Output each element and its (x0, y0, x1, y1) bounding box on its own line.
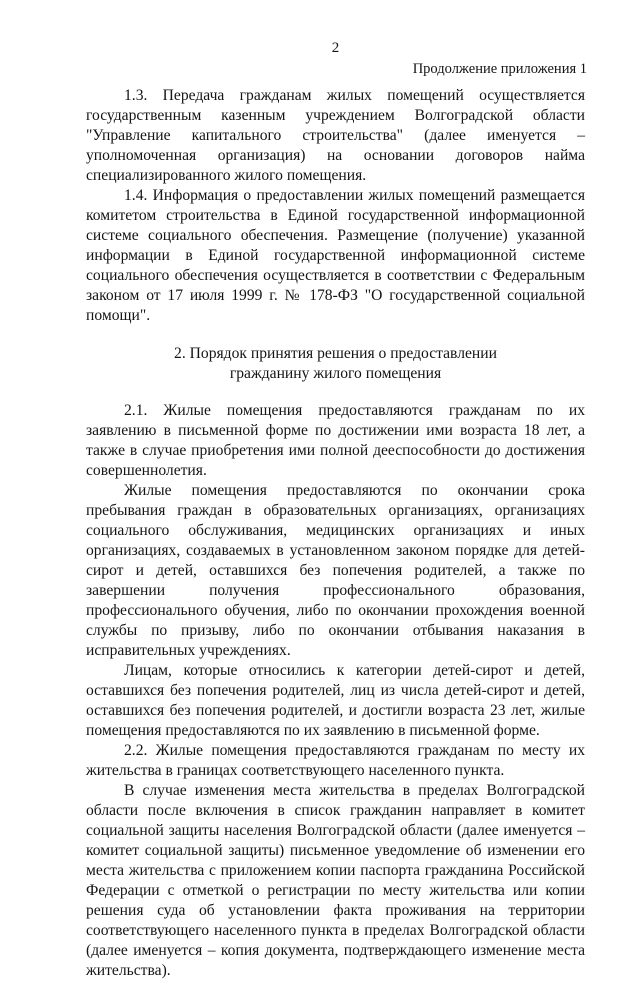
section-2-heading-line-1: 2. Порядок принятия решения о предоставлении (174, 345, 497, 362)
paragraph-2-1-age-23: Лицам, которые относились к категории детей-сирот и детей, оставшихся без попечения родителей, лиц из числа детей-сирот и детей, оставшихся без попечения родителей, и достигли возраста 23 лет, жилые помещения предоставляются по их заявлению в письменной форме. (86, 662, 585, 739)
paragraph-2-1: 2.1. Жилые помещения предоставляются гражданам по их заявлению в письменной форме по достижении ими возраста 18 лет, а также в случае приобретения ими полной дееспособности до достижения совершеннолетия. (86, 402, 585, 479)
paragraph-1-4: 1.4. Информация о предоставлении жилых помещений размещается комитетом строительства в Единой государственной информационной системе социального обеспечения. Размещение (получение) указанной информации в Единой государственной информационной системе социального обеспечения осуществляется в соответствии с Федеральным законом от 17 июля 1999 г. № 178-ФЗ "О государственной социальной помощи". (86, 187, 585, 324)
paragraph-2-2-relocation: В случае изменения места жительства в пределах Волгоградской области после включения в список гражданин направляет в комитет социальной защиты населения Волгоградской области (далее именуется – комитет социальной защиты) письменное уведомление об изменении его места жительства с приложением копии паспорта гражданина Российской Федерации с отметкой о регистрации по месту жительства или копии решения суда об установлении факта проживания на территории соответствующего населенного пункта в пределах Волгоградской области (далее именуется – копия документа, подтверждающего изменение места жительства). (86, 782, 585, 979)
paragraph-2-2: 2.2. Жилые помещения предоставляются гражданам по месту их жительства в границах соответствующего населенного пункта. (86, 742, 585, 779)
paragraph-2-1-termination: Жилые помещения предоставляются по окончании срока пребывания граждан в образовательных организациях, организациях социального обслуживания, медицинских организациях и иных организациях, создаваемых в установленном законом порядке для детей-сирот и детей, оставшихся без попечения родителей, а также по завершении получения профессионального образования, профессионального обучения, либо по окончании прохождения военной службы по призыву, либо по окончании отбывания наказания в исправительных учреждениях. (86, 482, 585, 659)
page-number: 2 (331, 40, 340, 56)
continuation-note: Продолжение приложения 1 (412, 61, 587, 77)
paragraph-1-3: 1.3. Передача гражданам жилых помещений осуществляется государственным казенным учреждением Волгоградской области "Управление капитального строительства" (далее именуется – уполномоченная организация) на основании договоров найма специализированного жилого помещения. (86, 87, 585, 184)
section-2-heading-line-2: гражданину жилого помещения (229, 365, 442, 382)
section-2-heading (86, 344, 585, 384)
